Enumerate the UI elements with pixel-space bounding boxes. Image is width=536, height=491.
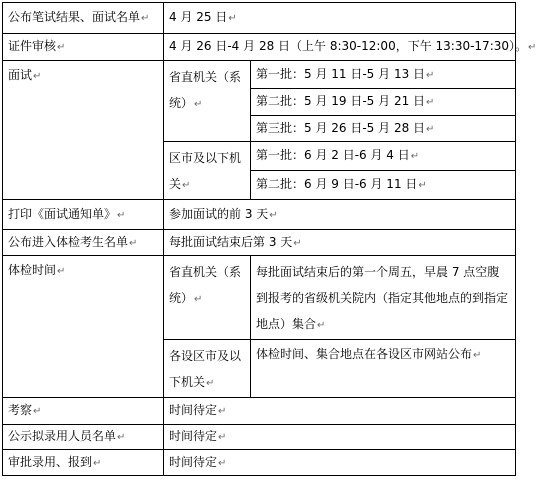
checkup-detail: 体检时间、集合地点在各设区市网站公布↵ (251, 340, 516, 398)
row-label: 面试↵ (3, 61, 164, 200)
paragraph-mark: ↵ (194, 294, 203, 305)
row-label: 审批录用、报到↵ (3, 450, 164, 476)
row-value: 时间待定↵ (164, 398, 516, 425)
paragraph-mark: ↵ (194, 99, 203, 110)
checkup-group-label: 省直机关（系统）↵ (164, 256, 251, 340)
exam-schedule-table (2, 2, 536, 476)
checkup-group-label: 各设区市及以下机关↵ (164, 340, 251, 398)
row-value: 4 月 26 日-4 月 28 日（上午 8:30-12:00，下午 13:30-17:30）。↵ (164, 34, 516, 61)
paragraph-mark: ↵ (410, 151, 420, 162)
paragraph-mark: ↵ (182, 180, 191, 191)
row-label: 公示拟录用人员名单↵ (3, 425, 164, 450)
paragraph-mark: ↵ (57, 266, 66, 277)
paragraph-mark: ↵ (117, 432, 126, 443)
row-value: 参加面试的前 3 天↵ (164, 200, 516, 230)
row-label: 打印《面试通知单》↵ (3, 200, 164, 230)
paragraph-mark: ↵ (218, 457, 227, 469)
paragraph-mark: ↵ (206, 378, 215, 389)
paragraph-mark: ↵ (218, 406, 227, 417)
row-label: 证件审核↵ (3, 34, 164, 61)
paragraph-mark: ↵ (117, 209, 126, 221)
table-row (3, 200, 516, 230)
paragraph-mark: ↵ (426, 97, 435, 108)
table-row (3, 398, 516, 425)
interview-batch: 第二批：6 月 9 日-6 月 11 日↵ (251, 171, 516, 200)
paragraph-mark: ↵ (293, 237, 302, 249)
table-row (3, 450, 516, 476)
row-value: 每批面试结束后第 3 天↵ (164, 230, 516, 256)
row-label: 考察↵ (3, 398, 164, 425)
row-label: 体检时间↵ (3, 256, 164, 398)
paragraph-mark: ↵ (141, 13, 150, 24)
paragraph-mark: ↵ (317, 320, 326, 331)
paragraph-mark: ↵ (218, 432, 227, 443)
interview-group-label: 省直机关（系统）↵ (164, 61, 251, 142)
paragraph-mark: ↵ (129, 237, 138, 249)
table-row (3, 230, 516, 256)
paragraph-mark: ↵ (93, 457, 102, 469)
interview-batch: 第三批：5 月 26 日-5 月 28 日↵ (251, 116, 516, 142)
paragraph-mark: ↵ (418, 180, 427, 191)
table-row (3, 256, 516, 340)
row-label: 公布笔试结果、面试名单↵ (3, 3, 164, 34)
paragraph-mark: ↵ (473, 350, 482, 361)
interview-batch: 第二批：5 月 19 日-5 月 21 日↵ (251, 89, 516, 116)
paragraph-mark: ↵ (57, 42, 66, 53)
row-label: 公布进入体检考生名单↵ (3, 230, 164, 256)
paragraph-mark: ↵ (426, 123, 435, 135)
paragraph-mark: ↵ (269, 209, 278, 221)
interview-batch: 第一批：5 月 11 日-5 月 13 日↵ (251, 61, 516, 89)
paragraph-mark: ↵ (33, 71, 42, 82)
interview-batch: 第一批：6 月 2 日-6 月 4 日↵ (251, 142, 516, 171)
table-row (3, 425, 516, 450)
checkup-detail: 每批面试结束后的第一个周五，早晨 7 点空腹到报考的省级机关院内（指定其他地点的到指定地点）集合↵ (251, 256, 516, 340)
row-value: 时间待定↵ (164, 450, 516, 476)
table-row (3, 3, 516, 34)
paragraph-mark: ↵ (426, 69, 435, 81)
interview-group-label: 区市及以下机关↵ (164, 142, 251, 200)
paragraph-mark: ↵ (528, 42, 536, 53)
table-row (3, 34, 516, 61)
row-value: 4 月 25 日↵ (164, 3, 516, 34)
table-row (3, 61, 516, 89)
row-value: 时间待定↵ (164, 425, 516, 450)
paragraph-mark: ↵ (33, 406, 42, 417)
paragraph-mark: ↵ (228, 13, 237, 24)
